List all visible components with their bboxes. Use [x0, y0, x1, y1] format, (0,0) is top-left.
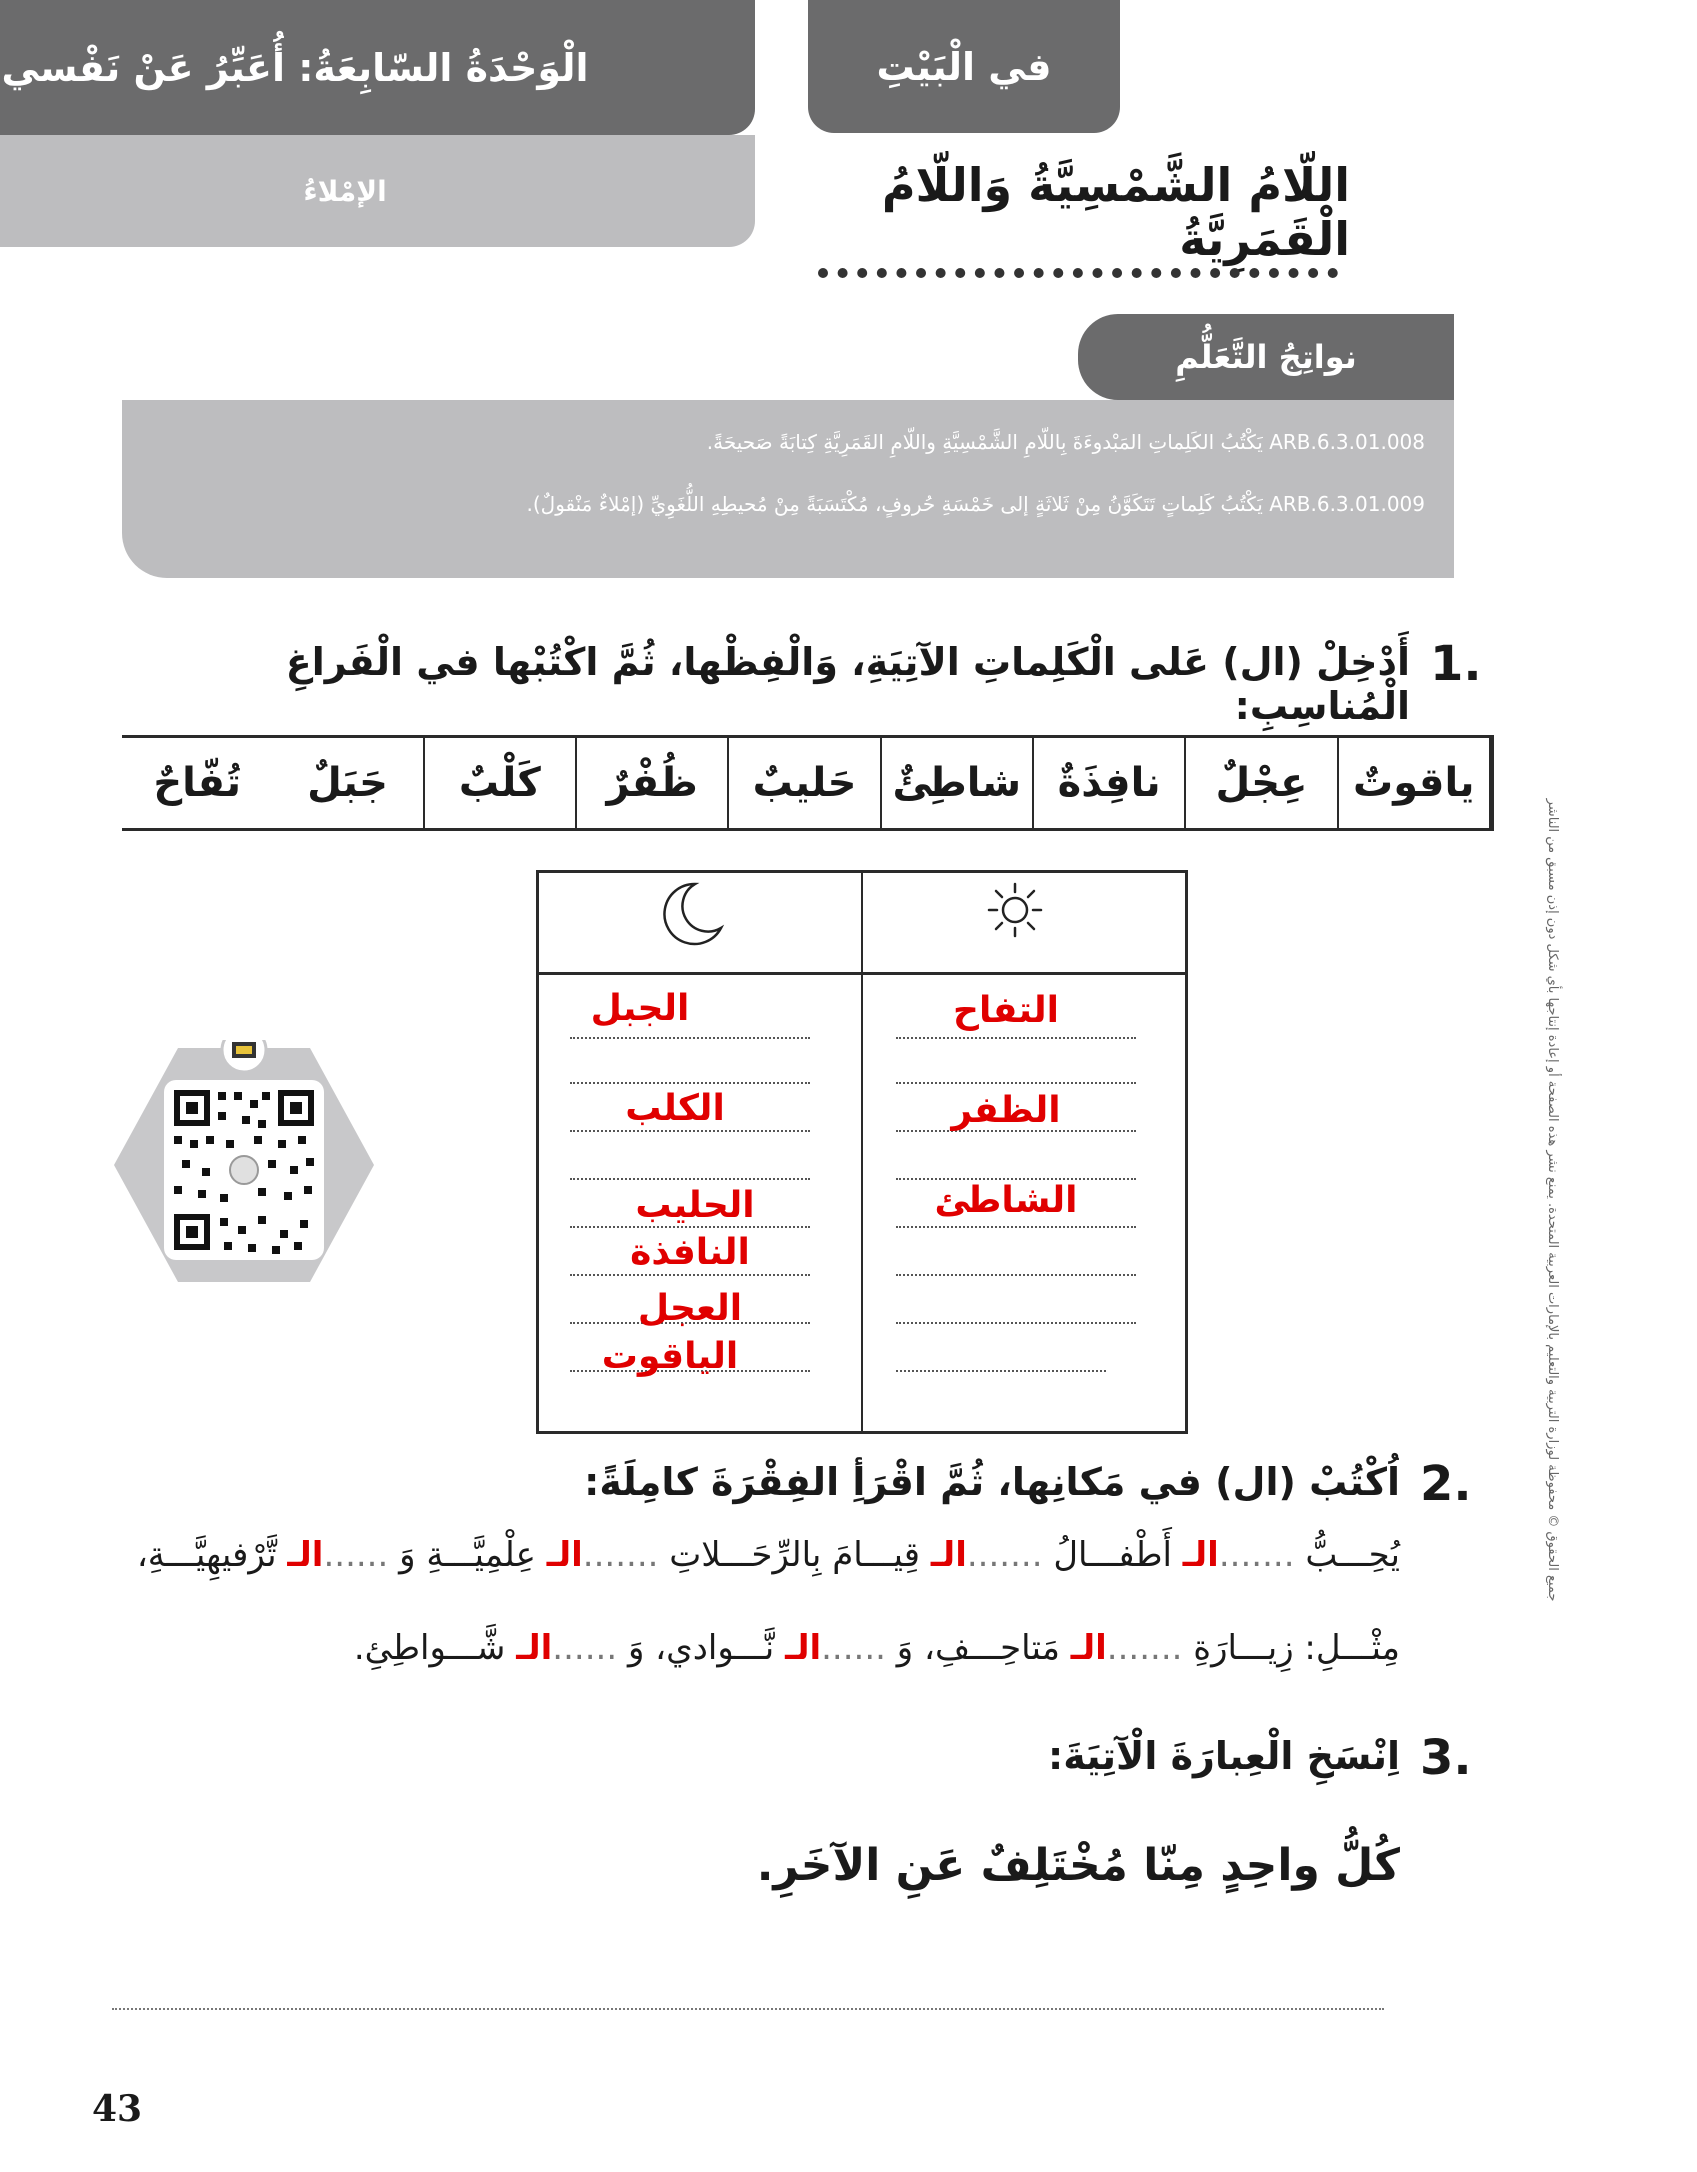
fill-answer: الـ — [516, 1628, 553, 1668]
paragraph-word: مِثْـــلِ: زِيـــارَةِ — [1193, 1628, 1400, 1668]
moon-answer: الكلب — [625, 1088, 725, 1129]
page-number: 43 — [92, 2088, 143, 2130]
blank-dots: ....... — [966, 1535, 1043, 1575]
sun-answer: الشاطئ — [934, 1180, 1078, 1221]
moon-answer: النافذة — [630, 1232, 750, 1273]
fill-answer: الـ — [785, 1628, 822, 1668]
blank-dots: ....... — [582, 1535, 659, 1575]
question-2-number: 2. — [1420, 1456, 1472, 1512]
writing-line — [896, 1370, 1106, 1372]
moon-answer: الياقوت — [601, 1336, 739, 1377]
title-underline — [818, 268, 1338, 278]
question-1-number: 1. — [1430, 636, 1482, 692]
qr-code-badge[interactable] — [108, 1040, 380, 1290]
writing-line — [570, 1274, 810, 1276]
outcomes-box — [122, 400, 1454, 578]
question-3-text: اِنْسَخِ الْعِبارَةَ الْآتِيَةَ: — [1048, 1734, 1400, 1778]
writing-line — [896, 1226, 1136, 1228]
word-cell: شاطِئٌ — [882, 738, 1034, 828]
sort-table-column-divider — [861, 870, 863, 1434]
paragraph-line-1 — [100, 1535, 1400, 1575]
moon-icon — [655, 878, 727, 950]
outcome-item: ARB.6.3.01.009 يَكْتُبُ كَلِماتٍ تَتَكَوَّنُ مِنْ ثَلاثَةٍ إلى خَمْسَةِ حُروفٍ، مُكْتَسَبَةً مِنْ مُحيطِهِ اللُّغَوِيِّ (إمْلاءٌ مَنْقولٌ). — [526, 492, 1425, 516]
moon-answer: الجبل — [590, 988, 690, 1029]
blank-dots: ...... — [323, 1535, 389, 1575]
blank-dots: ...... — [552, 1628, 618, 1668]
writing-line — [570, 1082, 810, 1084]
paragraph-word: عِلْمِيَّـــةِ وَ — [399, 1535, 536, 1575]
writing-line — [896, 1082, 1136, 1084]
blank-dots: ....... — [1218, 1535, 1295, 1575]
sun-answer: الظفر — [951, 1090, 1061, 1131]
sun-icon — [985, 880, 1045, 940]
copy-sentence: كُلُّ واحِدٍ مِنّا مُخْتَلِفٌ عَنِ الآخَرِ. — [756, 1840, 1400, 1891]
word-cell: عِجْلٌ — [1186, 738, 1338, 828]
blank-dots: ...... — [821, 1628, 886, 1668]
unit-title: الْوَحْدَةُ السّابِعَةُ: أُعَبِّرُ عَنْ نَفْسي — [1, 45, 589, 90]
skill-label: الإمْلاءُ — [303, 174, 387, 208]
sun-answer: التفاح — [953, 990, 1059, 1031]
question-2-text: اُكْتُبْ (ال) في مَكانِها، ثُمَّ اقْرَأِ الفِقْرَةَ كامِلَةً: — [584, 1460, 1400, 1504]
writing-line — [570, 1226, 810, 1228]
home-tab: في الْبَيْتِ — [808, 0, 1120, 133]
paragraph-word: نَّـــوادي، وَ — [627, 1628, 775, 1668]
word-cell: تُفّاحٌ — [153, 760, 241, 806]
outcomes-title: نواتِجُ التَّعَلُّمِ — [1078, 314, 1454, 400]
word-cell: ياقوتٌ — [1339, 738, 1491, 828]
blank-dots: ....... — [1106, 1628, 1183, 1668]
copy-writing-line — [112, 2008, 1384, 2010]
fill-answer: الـ — [1182, 1535, 1219, 1575]
writing-line — [570, 1178, 810, 1180]
copyright-side-text: جميع الحقوق © محفوظة لوزارة التربية والتعليم بالإمارات العربية المتحدة. يمنع نشر هذه الصفحة أو إعادة إنتاجها بأي شكل دون إذن مسبق من الناشر — [1545, 798, 1560, 1602]
outcome-item: ARB.6.3.01.008 يَكْتُبُ الكَلِماتِ المَبْدوءَةَ بِاللّامِ الشَّمْسِيَّةِ واللّامِ القَمَرِيَّةِ كِتابَةً صَحيحَةً. — [706, 430, 1425, 454]
fill-answer: الـ — [1070, 1628, 1107, 1668]
paragraph-word: شَّـــواطِئِ. — [353, 1628, 506, 1668]
paragraph-word: قِيـــامَ بِالرِّحَـــلاتِ — [669, 1535, 920, 1575]
writing-line — [896, 1274, 1136, 1276]
fill-answer: الـ — [546, 1535, 583, 1575]
paragraph-word: مَتاحِـــفِ، وَ — [896, 1628, 1060, 1668]
writing-line — [896, 1322, 1136, 1324]
writing-line — [896, 1037, 1136, 1039]
word-cell: كَلْبٌ — [425, 738, 577, 828]
word-cell: ظُفْرٌ — [577, 738, 729, 828]
writing-line — [570, 1037, 810, 1039]
fill-answer: الـ — [287, 1535, 324, 1575]
fill-answer: الـ — [930, 1535, 967, 1575]
word-table — [122, 735, 1494, 831]
word-cell: جَبَلٌ — [272, 738, 424, 828]
paragraph-line-2 — [300, 1628, 1400, 1668]
moon-answer: الحليب — [635, 1185, 755, 1226]
question-1-text: أَدْخِلْ (ال) عَلى الْكَلِماتِ الآتِيَةِ، وَالْفِظْها، ثُمَّ اكْتُبْها في الْفَراغِ الْمُناسِبِ: — [285, 640, 1410, 728]
paragraph-word: يُحِـــبُّ — [1305, 1535, 1400, 1575]
lesson-title: اللّامُ الشَّمْسِيَّةُ وَاللّامُ الْقَمَرِيَّةُ — [881, 158, 1350, 266]
paragraph-word: تَّرْفيهِيَّـــةِ، — [136, 1535, 277, 1575]
paragraph-word: أَطْفـــالُ — [1053, 1535, 1172, 1575]
word-cell: حَليبٌ — [729, 738, 881, 828]
writing-line — [570, 1130, 810, 1132]
word-cell: نافِذَةٌ — [1034, 738, 1186, 828]
question-3-number: 3. — [1420, 1730, 1472, 1786]
moon-answer: العجل — [637, 1288, 743, 1329]
